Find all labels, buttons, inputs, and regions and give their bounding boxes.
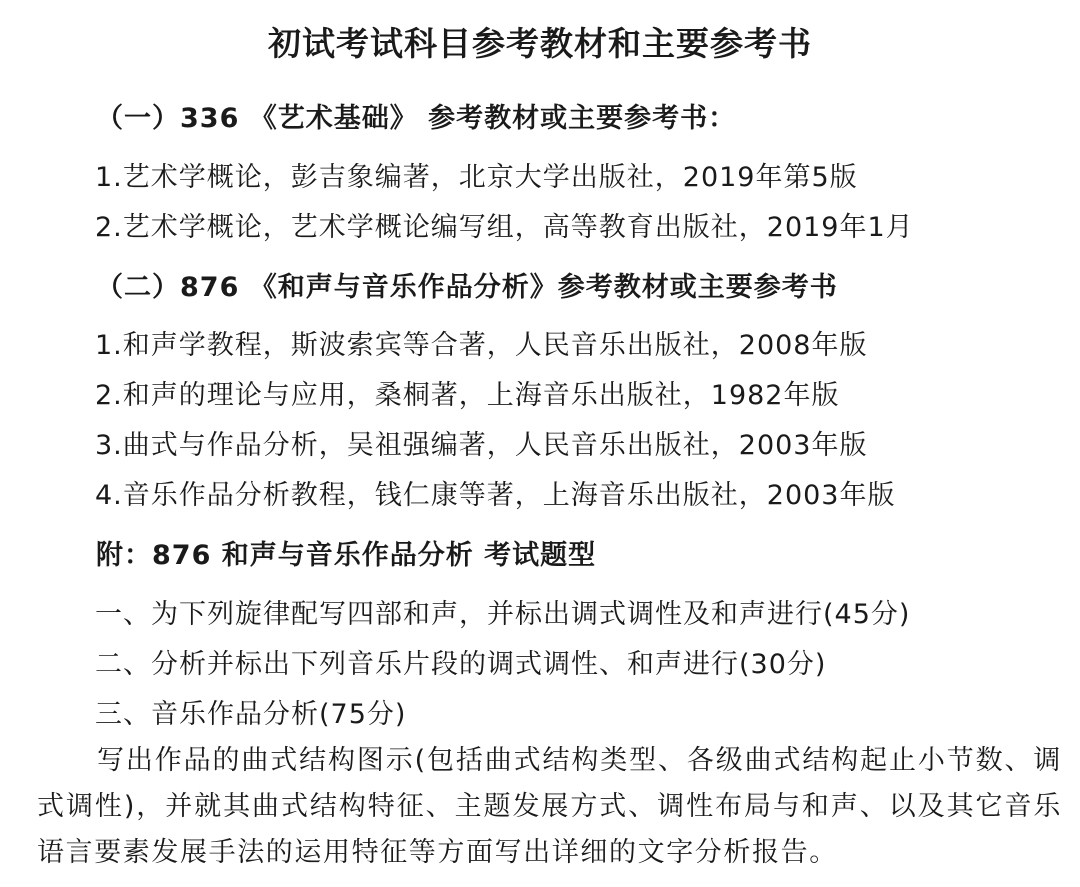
section-1-item-2: 2.艺术学概论，艺术学概论编写组，高等教育出版社，2019年1月	[95, 212, 914, 243]
section-2-item-1: 1.和声学教程，斯波索宾等合著，人民音乐出版社，2008年版	[95, 330, 868, 361]
document-title: 初试考试科目参考教材和主要参考书	[268, 24, 812, 63]
section-1-heading: （一）336 《艺术基础》 参考教材或主要参考书：	[96, 103, 737, 134]
section-1-item-1: 1.艺术学概论，彭吉象编著，北京大学出版社，2019年第5版	[95, 162, 858, 193]
section-2-item-4: 4.音乐作品分析教程，钱仁康等著，上海音乐出版社，2003年版	[95, 480, 896, 511]
section-2-item-3: 3.曲式与作品分析，吴祖强编著，人民音乐出版社，2003年版	[95, 430, 868, 461]
section-2-item-2: 2.和声的理论与应用，桑桐著，上海音乐出版社，1982年版	[95, 380, 840, 411]
appendix-item-2: 二、分析并标出下列音乐片段的调式调性、和声进行(30分)	[95, 649, 827, 680]
appendix-item-1: 一、为下列旋律配写四部和声，并标出调式调性及和声进行(45分)	[95, 599, 911, 630]
section-2-heading: （二）876 《和声与音乐作品分析》参考教材或主要参考书	[96, 272, 838, 303]
appendix-item-3: 三、音乐作品分析(75分)	[95, 699, 407, 730]
appendix-heading: 附：876 和声与音乐作品分析 考试题型	[96, 540, 597, 571]
appendix-paragraph: 写出作品的曲式结构图示(包括曲式结构类型、各级曲式结构起止小节数、调式调性)，并就其曲式结构特征、主题发展方式、调性布局与和声、以及其它音乐语言要素发展手法的运用特征等方面写出详细的文字分析报告。	[37, 745, 1062, 868]
